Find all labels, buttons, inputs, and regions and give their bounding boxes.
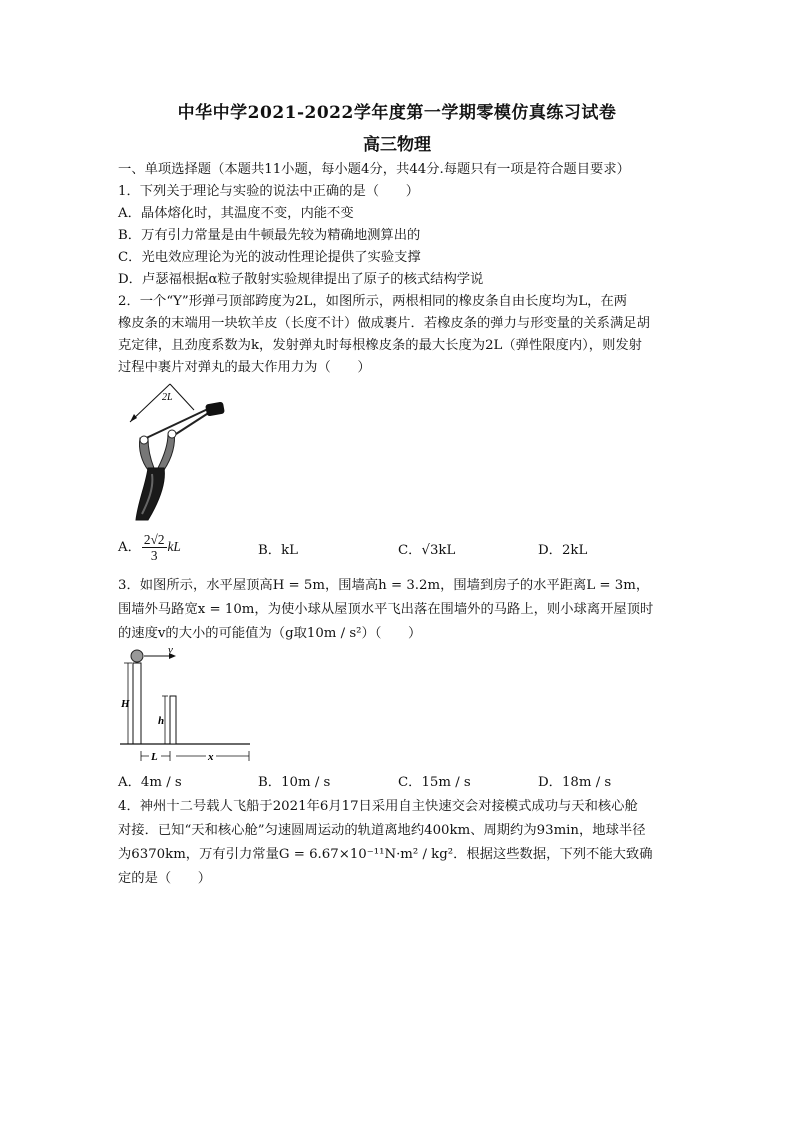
- q1-stem: 1．下列关于理论与实验的说法中正确的是（ ）: [118, 184, 419, 199]
- q2-option-c: C．√3kL: [398, 543, 456, 558]
- q3-option-a: A．4m / s: [118, 775, 182, 790]
- q3-option-d: D．18m / s: [538, 775, 612, 790]
- section-heading: 一、单项选择题（本题共11小题，每小题4分，共44分.每题只有一项是符合题目要求）: [118, 162, 630, 177]
- q2-line3: 克定律，且劲度系数为k，发射弹丸时每根橡皮条的最大长度为2L（弹性限度内），则发射: [118, 338, 642, 353]
- q2-option-a: [118, 532, 181, 563]
- velocity-label: v: [168, 645, 173, 656]
- q2-option-a-label: A．: [118, 540, 141, 555]
- q1-option-a: A．晶体熔化时，其温度不变，内能不变: [118, 206, 354, 221]
- slingshot-2l-label: 2L: [162, 392, 173, 403]
- height-h-big-label: H: [121, 698, 130, 710]
- slingshot-figure: [118, 378, 238, 523]
- q2-line2: 橡皮条的末端用一块软羊皮（长度不计）做成裹片．若橡皮条的弹力与形变量的关系满足胡: [118, 316, 650, 331]
- q2-option-d: D．2kL: [538, 543, 588, 558]
- q1-option-d: D．卢瑟福根据α粒子散射实验规律提出了原子的核式结构学说: [118, 272, 484, 287]
- q4-line3: 为6370km，万有引力常量G = 6.67×10⁻¹¹N·m² / kg²．根据这些数据，下列不能大致确: [118, 847, 653, 862]
- q2-option-a-tail: kL: [167, 539, 181, 554]
- q1-option-c: C．光电效应理论为光的波动性理论提供了实验支撑: [118, 250, 421, 265]
- q2-option-a-numerator: 2√2: [143, 532, 165, 547]
- ball-icon: [131, 650, 143, 662]
- distance-l-label: L: [151, 751, 158, 763]
- q4-line4: 定的是（ ）: [118, 871, 212, 886]
- q1-option-b: B．万有引力常量是由牛顿最先较为精确地测算出的: [118, 228, 421, 243]
- q3-option-b: B．10m / s: [258, 775, 331, 790]
- q2-option-b: B．kL: [258, 543, 298, 558]
- exam-subject: 高三物理: [363, 135, 431, 155]
- q3-line3: 的速度v的大小的可能值为（g取10m / s²）（ ）: [118, 626, 422, 641]
- projectile-figure: [118, 645, 258, 770]
- q3-line1: 3．如图所示，水平屋顶高H = 5m，围墙高h = 3.2m，围墙到房子的水平距离L = 3m，: [118, 578, 650, 593]
- distance-x-label: x: [208, 751, 214, 763]
- q4-line1: 4．神州十二号载人飞船于2021年6月17日采用自主快速交会对接模式成功与天和核心舱: [118, 799, 638, 814]
- q2-line1: 2．一个“Y”形弹弓顶部跨度为2L，如图所示，两根相同的橡皮条自由长度均为L，在两: [118, 294, 628, 309]
- q2-option-a-denominator: 3: [150, 548, 158, 563]
- height-h-small-label: h: [158, 715, 165, 727]
- q3-line2: 围墙外马路宽x = 10m，为使小球从屋顶水平飞出落在围墙外的马路上，则小球离开屋顶时: [118, 602, 654, 617]
- exam-title: 中华中学2021-2022学年度第一学期零模仿真练习试卷: [177, 103, 617, 123]
- q3-option-c: C．15m / s: [398, 775, 471, 790]
- q4-line2: 对接．已知“天和核心舱”匀速圆周运动的轨道离地约400km、周期约为93min，地球半径: [118, 823, 646, 838]
- q2-line4: 过程中裹片对弹丸的最大作用力为（ ）: [118, 360, 371, 375]
